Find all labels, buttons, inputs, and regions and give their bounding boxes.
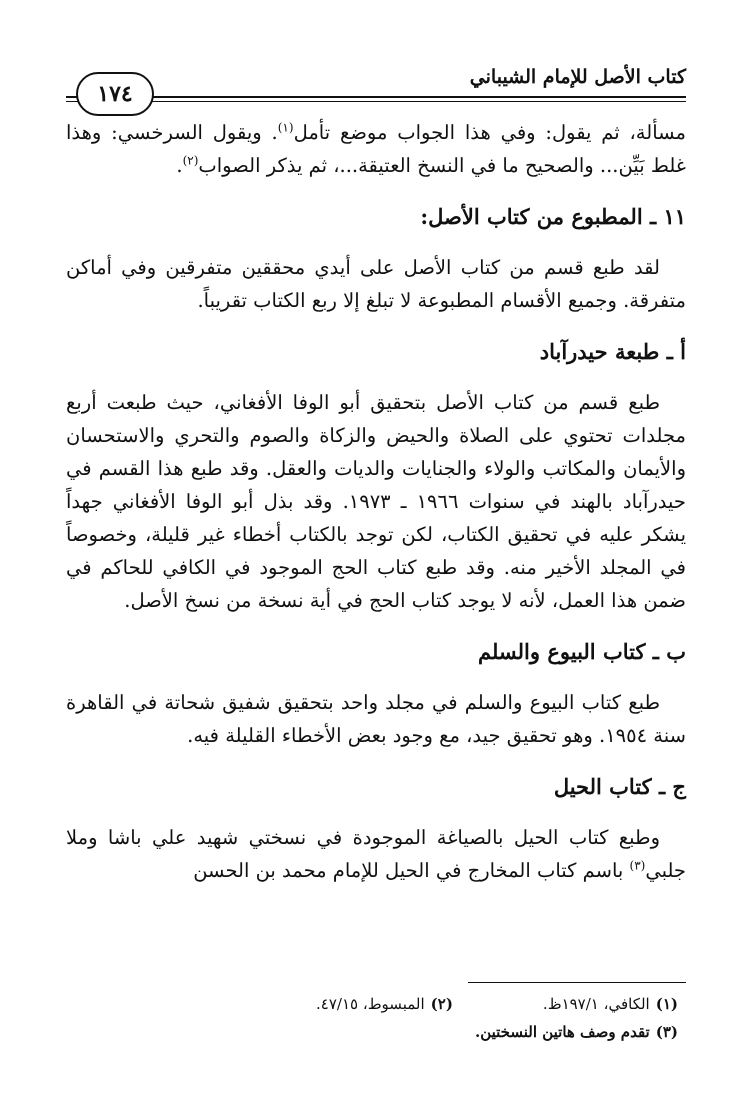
subheading-a: أ ـ طبعة حيدرآباد — [539, 339, 686, 364]
paragraph-5: وطبع كتاب الحيل بالصياغة الموجودة في نسختي شهيد علي باشا وملا جلبي$^{(٣)}$ باسم كتاب المخارج في الحيل للإمام محمد بن الحسن — [66, 826, 686, 882]
section-heading: ١١ ـ المطبوع من كتاب الأصل: — [420, 204, 686, 229]
footnote-ref-2: (٢) — [182, 153, 199, 168]
body-text — [66, 116, 686, 887]
footnote-ref-1: (١) — [277, 120, 294, 135]
paragraph-3: طبع قسم من كتاب الأصل بتحقيق أبو الوفا الأفغاني، حيث طبعت أربع مجلدات تحتوي على الصلاة والحيض والزكاة والصوم والتحري والاستحسان والأيمان والمكاتب والولاء والجنايات والديات والعقل. وقد طبع هذا القسم في حيدرآباد بالهند في سنوات ١٩٦٦ ـ ١٩٧٣. وقد بذل أبو الوفا الأفغاني جهداً يشكر عليه في تحقيق الكتاب، لكن توجد بالكتاب أخطاء غير قليلة، وخصوصاً في المجلد الأخير منه. وقد طبع كتاب الحج الموجود في الكافي للحاكم في ضمن هذا العمل، لأنه لا يوجد كتاب الحج في أية نسخة من نسخ الأصل. — [66, 391, 686, 612]
footnote-row-1 — [66, 990, 678, 1018]
paragraph-4: طبع كتاب البيوع والسلم في مجلد واحد بتحقيق شفيق شحاتة في القاهرة سنة ١٩٥٤. وهو تحقيق جيد، مع وجود بعض الأخطاء القليلة فيه. — [66, 691, 686, 747]
footnote-3: (٣)تقدم وصف هاتين النسختين. — [474, 1023, 678, 1041]
page-header — [66, 58, 686, 110]
subheading-c: ج ـ كتاب الحيل — [553, 774, 686, 799]
paragraph-2: لقد طبع قسم من كتاب الأصل على أيدي محققين متفرقين وفي أماكن متفرقة. وجميع الأقسام المطبوعة لا تبلغ إلا ربع الكتاب تقريباً. — [66, 256, 686, 312]
footnote-1: (١)الكافي، ١٩٧/١ظ. — [542, 995, 678, 1013]
paragraph-1: مسألة، ثم يقول: وفي هذا الجواب موضع تأمل$^{(١)}$. ويقول السرخسي: وهذا غلط بَيِّن... والصحيح ما في النسخ العتيقة...، ثم يذكر الصواب$^{(٢)}$. — [66, 120, 686, 177]
footnote-2: (٢)المبسوط، ٤٧/١٥. — [316, 995, 453, 1013]
running-head: كتاب الأصل للإمام الشيباني — [469, 66, 686, 88]
header-rule — [66, 96, 686, 102]
footnote-ref-3: (٣) — [629, 858, 646, 873]
footnote-row-2 — [66, 1018, 678, 1046]
subheading-b: ب ـ كتاب البيوع والسلم — [478, 639, 686, 664]
footnote-rule — [468, 982, 686, 983]
footnotes — [66, 990, 678, 1046]
page-number: ١٧٤ — [76, 72, 154, 116]
